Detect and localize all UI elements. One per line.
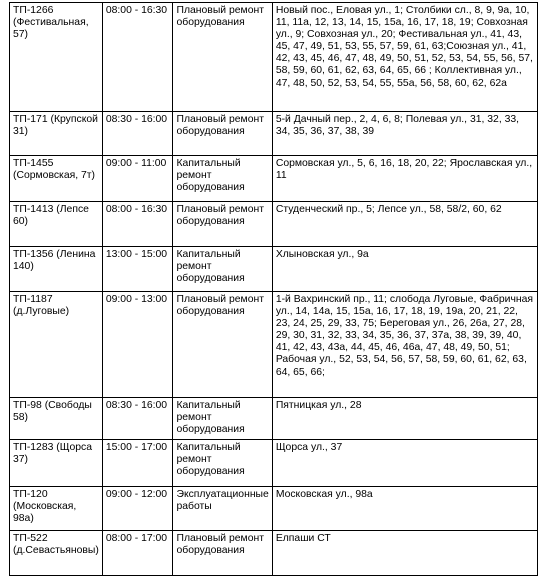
- time-cell: 09:00 - 13:00: [102, 292, 173, 398]
- reason-cell: Капитальный ремонт оборудования: [173, 440, 272, 487]
- reason-cell: Капитальный ремонт оборудования: [173, 247, 272, 292]
- reason-cell: Эксплуатационные работы: [173, 487, 272, 531]
- addresses-cell: Елпаши СТ: [272, 531, 537, 576]
- substation-cell: ТП-1187 (д.Луговые): [10, 292, 103, 398]
- time-cell: 08:00 - 17:00: [102, 531, 173, 576]
- substation-cell: ТП-120 (Московская, 98а): [10, 487, 103, 531]
- table-row: [10, 398, 538, 440]
- reason-cell: Плановый ремонт оборудования: [173, 531, 272, 576]
- addresses-cell: 1-й Вахринский пр., 11; слобода Луговые, Фабричная ул., 14, 14а, 15, 15а, 16, 17, 18, 19, 19а, 20, 21, 22, 23, 24, 25, 29, 33, 75; Береговая ул., 26, 26а, 27, 28, 29, 30, 31, 32, 33, 34, 35, 36, 37, 37а, 38, 39, 39, 40, 41, 42, 43, 43а, 44, 45, 46, 46а, 47, 48, 49, 50, 51; Рабочая ул., 52, 53, 54, 56, 57, 58, 59, 60, 61, 62, 63, 64, 65, 66;: [272, 292, 537, 398]
- table-row: [10, 3, 538, 112]
- time-cell: 08:30 - 16:00: [102, 112, 173, 156]
- addresses-cell: Хлыновская ул., 9а: [272, 247, 537, 292]
- time-cell: 08:00 - 16:30: [102, 3, 173, 112]
- table-row: [10, 156, 538, 202]
- substation-cell: ТП-1283 (Щорса 37): [10, 440, 103, 487]
- time-cell: 09:00 - 11:00: [102, 156, 173, 202]
- reason-cell: Плановый ремонт оборудования: [173, 3, 272, 112]
- substation-cell: ТП-171 (Крупской 31): [10, 112, 103, 156]
- table-row: [10, 292, 538, 398]
- table-row: [10, 202, 538, 247]
- reason-cell: Плановый ремонт оборудования: [173, 202, 272, 247]
- table-row: [10, 112, 538, 156]
- substation-cell: ТП-522 (д.Севастьяновы): [10, 531, 103, 576]
- time-cell: 15:00 - 17:00: [102, 440, 173, 487]
- time-cell: 08:30 - 16:00: [102, 398, 173, 440]
- time-cell: 13:00 - 15:00: [102, 247, 173, 292]
- substation-cell: ТП-1266 (Фестивальная, 57): [10, 3, 103, 112]
- addresses-cell: Новый пос., Еловая ул., 1; Столбики сл., 8, 9, 9а, 10, 11, 11а, 12, 13, 14, 15, 15а, 16, 17, 18, 19; Совхозная ул., 9; Совхозная ул., 20; Фестивальная ул., 41, 43, 45, 47, 49, 51, 53, 55, 57, 59, 61, 63;Союзная ул., 41, 42, 43, 45, 46, 47, 48, 49, 50, 51, 52, 53, 54, 55, 56, 57, 58, 59, 60, 61, 62, 63, 64, 65, 66 ; Коллективная ул., 47, 48, 50, 52, 53, 54, 55, 55а, 56, 58, 60, 62, 62а: [272, 3, 537, 112]
- substation-cell: ТП-98 (Свободы 58): [10, 398, 103, 440]
- table-row: [10, 440, 538, 487]
- addresses-cell: Студенческий пр., 5; Лепсе ул., 58, 58/2, 60, 62: [272, 202, 537, 247]
- reason-cell: Капитальный ремонт оборудования: [173, 156, 272, 202]
- substation-cell: ТП-1356 (Ленина 140): [10, 247, 103, 292]
- addresses-cell: Сормовская ул., 5, 6, 16, 18, 20, 22; Ярославская ул., 11: [272, 156, 537, 202]
- outage-table: [9, 2, 538, 576]
- table-row: [10, 247, 538, 292]
- addresses-cell: Щорса ул., 37: [272, 440, 537, 487]
- table-row: [10, 487, 538, 531]
- reason-cell: Капитальный ремонт оборудования: [173, 398, 272, 440]
- substation-cell: ТП-1455 (Сормовская, 7т): [10, 156, 103, 202]
- time-cell: 09:00 - 12:00: [102, 487, 173, 531]
- time-cell: 08:00 - 16:30: [102, 202, 173, 247]
- addresses-cell: Пятницкая ул., 28: [272, 398, 537, 440]
- addresses-cell: Московская ул., 98а: [272, 487, 537, 531]
- reason-cell: Плановый ремонт оборудования: [173, 112, 272, 156]
- table-row: [10, 531, 538, 576]
- reason-cell: Плановый ремонт оборудования: [173, 292, 272, 398]
- substation-cell: ТП-1413 (Лепсе 60): [10, 202, 103, 247]
- addresses-cell: 5-й Дачный пер., 2, 4, 6, 8; Полевая ул., 31, 32, 33, 34, 35, 36, 37, 38, 39: [272, 112, 537, 156]
